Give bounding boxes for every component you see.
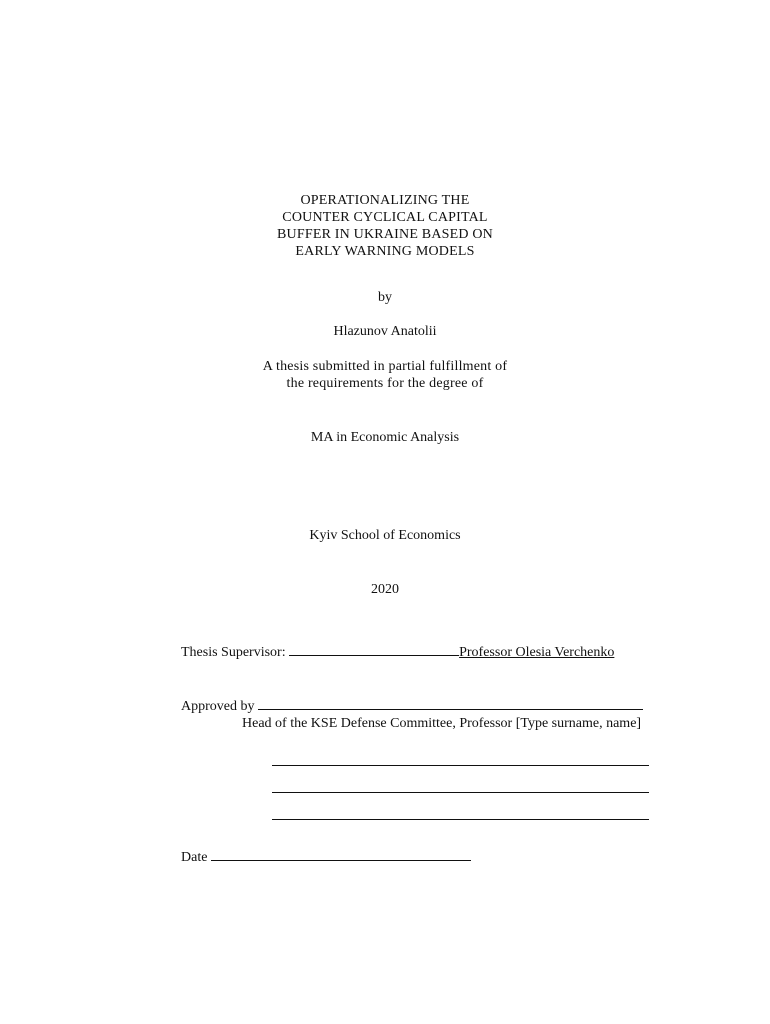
submission-line-2: the requirements for the degree of	[286, 376, 484, 391]
approved-label: Approved by	[181, 699, 255, 714]
year: 2020	[371, 582, 399, 597]
author-name: Hlazunov Anatolii	[333, 324, 437, 339]
committee-signature-line-2[interactable]	[272, 792, 649, 793]
institution-name: Kyiv School of Economics	[309, 528, 461, 543]
date-label: Date	[181, 850, 208, 865]
title-line-1: OPERATIONALIZING THE	[300, 193, 470, 208]
committee-signature-line-1[interactable]	[272, 765, 649, 766]
date-line[interactable]	[211, 860, 471, 861]
degree-name: MA in Economic Analysis	[310, 430, 460, 445]
title-line-4: EARLY WARNING MODELS	[295, 244, 475, 259]
approved-signature-line[interactable]	[258, 709, 643, 710]
approved-caption: Head of the KSE Defense Committee, Professor [Type surname, name]	[242, 716, 642, 731]
submission-line-1: A thesis submitted in partial fulfillment of	[262, 359, 508, 374]
thesis-title	[0, 192, 770, 260]
supervisor-name: Professor Olesia Verchenko	[459, 645, 615, 660]
committee-signature-line-3[interactable]	[272, 819, 649, 820]
title-line-2: COUNTER CYCLICAL CAPITAL	[282, 210, 488, 225]
supervisor-signature-line[interactable]	[289, 655, 459, 656]
by-text: by	[378, 290, 392, 305]
submission-statement	[0, 358, 770, 392]
title-line-3: BUFFER IN UKRAINE BASED ON	[277, 227, 493, 242]
supervisor-label: Thesis Supervisor:	[181, 645, 286, 660]
date-row	[181, 849, 471, 866]
approved-row	[181, 698, 643, 715]
supervisor-row	[181, 644, 614, 661]
